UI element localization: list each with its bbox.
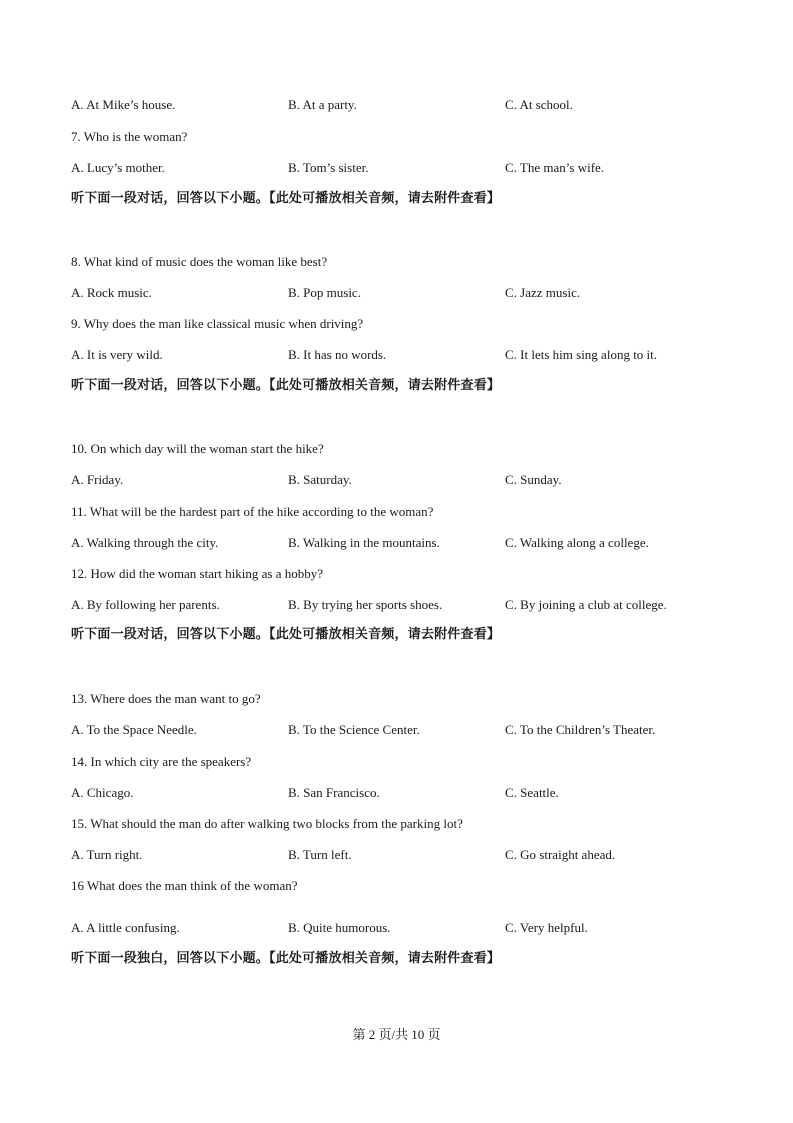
q7-option-c: C. The man’s wife.: [505, 160, 605, 175]
q16-option-a: A. A little confusing.: [71, 920, 180, 935]
q6-option-a: A. At Mike’s house.: [71, 97, 176, 112]
q7-question: 7. Who is the woman?: [71, 129, 188, 144]
q12-option-a: A. By following her parents.: [71, 597, 220, 612]
q10-option-a: A. Friday.: [71, 472, 124, 487]
q9-option-c: C. It lets him sing along to it.: [505, 347, 658, 362]
q10-option-c: C. Sunday.: [505, 472, 562, 487]
q8-option-a: A. Rock music.: [71, 285, 152, 300]
section-instruction-4: 听下面一段独白，回答以下小题。【此处可播放相关音频，请去附件查看】: [71, 951, 501, 966]
q16-option-c: C. Very helpful.: [505, 920, 588, 935]
q8-option-b: B. Pop music.: [288, 285, 361, 300]
q13-option-a: A. To the Space Needle.: [71, 722, 197, 737]
q10-option-b: B. Saturday.: [288, 472, 352, 487]
q14-option-a: A. Chicago.: [71, 785, 134, 800]
q13-option-b: B. To the Science Center.: [288, 722, 420, 737]
q15-option-a: A. Turn right.: [71, 847, 143, 862]
q12-option-c: C. By joining a club at college.: [505, 597, 667, 612]
q15-option-b: B. Turn left.: [288, 847, 352, 862]
section-instruction-1: 听下面一段对话，回答以下小题。【此处可播放相关音频，请去附件查看】: [71, 191, 501, 206]
q12-question: 12. How did the woman start hiking as a hobby?: [71, 566, 324, 581]
q8-option-c: C. Jazz music.: [505, 285, 581, 300]
q16-question: 16 What does the man think of the woman?: [71, 878, 298, 893]
q14-option-c: C. Seattle.: [505, 785, 559, 800]
q9-question: 9. Why does the man like classical music when driving?: [71, 316, 364, 331]
q7-option-b: B. Tom’s sister.: [288, 160, 369, 175]
q15-option-c: C. Go straight ahead.: [505, 847, 616, 862]
q13-option-c: C. To the Children’s Theater.: [505, 722, 656, 737]
q13-question: 13. Where does the man want to go?: [71, 691, 261, 706]
section-instruction-2: 听下面一段对话，回答以下小题。【此处可播放相关音频，请去附件查看】: [71, 378, 501, 393]
q11-option-c: C. Walking along a college.: [505, 535, 649, 550]
q14-question: 14. In which city are the speakers?: [71, 754, 252, 769]
q11-question: 11. What will be the hardest part of the hike according to the woman?: [71, 504, 434, 519]
q16-option-b: B. Quite humorous.: [288, 920, 391, 935]
q11-option-a: A. Walking through the city.: [71, 535, 219, 550]
q11-option-b: B. Walking in the mountains.: [288, 535, 440, 550]
q6-option-c: C. At school.: [505, 97, 573, 112]
q7-option-a: A. Lucy’s mother.: [71, 160, 165, 175]
q9-option-a: A. It is very wild.: [71, 347, 163, 362]
section-instruction-3: 听下面一段对话，回答以下小题。【此处可播放相关音频，请去附件查看】: [71, 627, 501, 642]
q14-option-b: B. San Francisco.: [288, 785, 380, 800]
q9-option-b: B. It has no words.: [288, 347, 387, 362]
q10-question: 10. On which day will the woman start the hike?: [71, 441, 324, 456]
q12-option-b: B. By trying her sports shoes.: [288, 597, 443, 612]
q6-option-b: B. At a party.: [288, 97, 357, 112]
page-footer: 第 2 页/共 10 页: [352, 1027, 441, 1042]
q8-question: 8. What kind of music does the woman like best?: [71, 254, 328, 269]
q15-question: 15. What should the man do after walking two blocks from the parking lot?: [71, 816, 463, 831]
